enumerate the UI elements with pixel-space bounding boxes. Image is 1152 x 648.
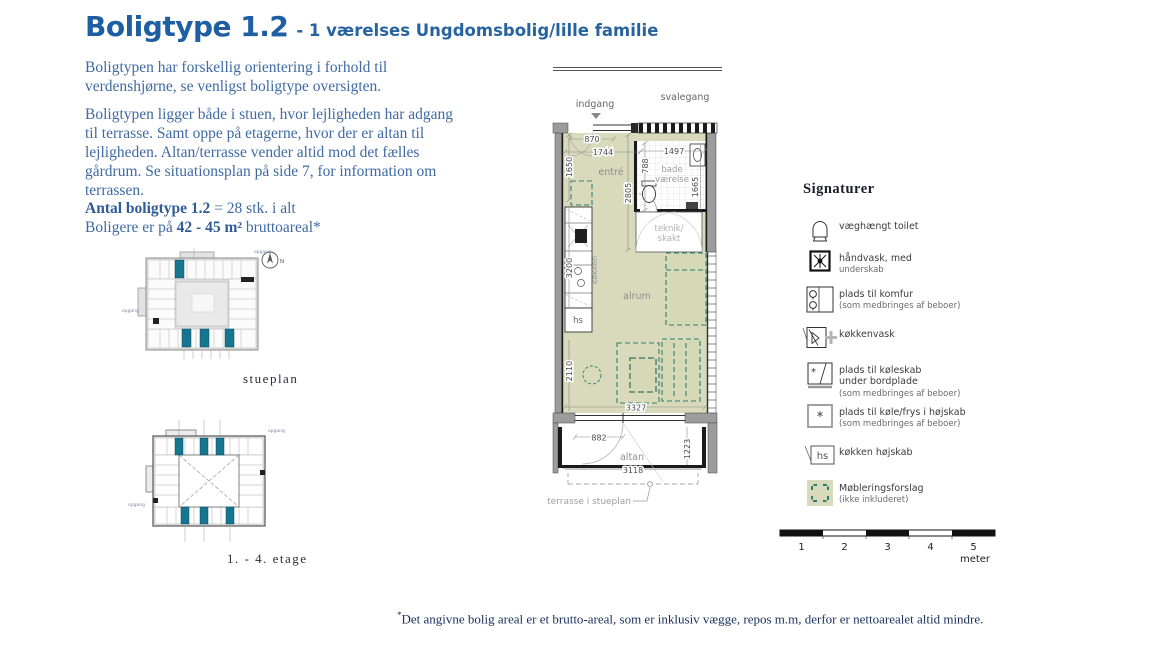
intro-paragraph-3 [85,200,457,238]
svg-text:2110: 2110 [565,360,574,382]
svg-text:1223: 1223 [683,438,692,460]
bad-label-2: værelse [655,175,689,185]
opgang-annotation: opgang [254,250,271,255]
stove-icon [801,286,839,313]
entre-label: entré [598,167,624,178]
svg-text:3118: 3118 [622,466,644,475]
svg-text:3: 3 [884,542,891,553]
tall-cabinet-icon [801,444,839,466]
legend-item: hs køkken højskab [801,444,912,466]
legend-item: køkkenvask [801,326,895,350]
svg-text:2805: 2805 [624,182,633,204]
hand-sink-icon [801,250,839,272]
bath-fixture [686,202,698,209]
intro-paragraph-2: Boligtypen ligger både i stuen, hvor lejligheden har adgang til terrasse. Samt oppe på etagerne, hvor der er altan til lejligheden. Altan/terrasse vender altid mod det fælles gårdrum. Se situationsplan på side 7, for information om terrassen. [85,106,454,199]
terrasse-note: terrasse i stueplan [547,497,631,507]
balcony-door-swing [582,423,623,464]
legend-item: håndvask, med underskab [801,250,912,276]
svg-text:hs: hs [816,451,829,462]
svg-text:5: 5 [970,542,977,553]
entrance-arrow-icon [591,113,601,119]
opgang-annotation: opgang [128,503,145,508]
site-plan-stueplan [120,246,305,368]
burner [575,268,582,275]
svg-text:2: 2 [841,542,848,553]
svg-text:1665: 1665 [691,176,700,198]
svg-text:3327: 3327 [625,403,647,413]
svg-text:788: 788 [641,158,650,174]
alrum-label: alrum [623,291,651,302]
svg-text:1: 1 [798,542,805,553]
footnote-star: * [397,610,402,620]
stueplan-caption: stueplan [243,371,299,386]
scale-unit: meter [959,554,991,565]
opgang-annotation: opgang [122,309,139,314]
intro-paragraph-1: Boligtypen har forskellig orientering i forhold til verdenshjørne, se venligst boligtype oversigten. [85,59,388,95]
legend-title: Signaturer [803,181,875,197]
building-footprint [138,248,258,359]
legend-item: * plads til køle/frys i højskab (som medbringes af beboer) [801,404,966,430]
antal-line: Antal boligtype 1.2 = 28 stk. i alt [85,200,296,217]
legend-item: plads til komfur (som medbringes af beboer) [801,286,960,313]
burner [578,280,585,287]
hs-label: hs [573,316,583,326]
site-plan-etage [126,414,311,554]
toilet-icon [642,181,656,203]
legend-item: væghængt toilet [801,218,919,245]
svg-text:4: 4 [927,542,934,553]
floor-plan [535,55,765,535]
scale-labels [798,542,991,565]
page-title: Boligtype 1.2 [85,10,289,43]
legend-item: * plads til køleskab under bordplade (som medbringes af beboer) [801,362,960,399]
opgang-annotation: opgang [268,429,285,434]
svg-text:N: N [280,259,285,265]
wall-toilet-icon [801,218,839,245]
sink-icon [690,144,705,166]
altan-label: altan [619,452,645,463]
svalegang-label: svalegang [660,92,710,103]
svg-text:1497: 1497 [663,147,685,156]
areal-line: Boligere er på 42 - 45 m² bruttoareal* [85,218,321,236]
svg-text:*: * [811,367,816,378]
koekken-label: køkken [590,255,599,285]
teknik-label-2: skakt [657,234,681,244]
kitchen-sink-icon [801,326,839,350]
building-footprint [146,420,265,542]
legend-item: Møbleringsforslag (ikke inkluderet) [801,480,924,506]
footnote: *Det angivne bolig areal er et brutto-areal, som er inklusiv vægge, repos m.m, derfor er nettoarealet altid mindre. [397,610,984,627]
page-header [85,10,658,43]
fridge-under-counter-icon [801,362,839,389]
etage-caption: 1. - 4. etage [227,551,308,566]
svg-text:*: * [816,410,824,425]
scale-bar [778,527,1008,569]
teknik-label-1: teknik/ [654,224,684,234]
svg-text:1744: 1744 [592,148,614,157]
bad-label-1: bade [661,165,683,175]
svg-text:3200: 3200 [565,257,574,279]
svg-text:1650: 1650 [565,156,574,178]
top-border-lines [553,68,722,71]
fridge-freezer-icon [801,404,839,428]
svg-text:882: 882 [591,433,607,443]
svalegang-railing [638,123,717,133]
kitchen-sink-unit [575,229,587,243]
window-band [707,252,716,413]
legend [801,212,1041,542]
indgang-label: indgang [575,99,615,110]
svg-text:870: 870 [584,135,600,144]
furnishing-suggestion-icon [801,480,839,506]
page-subtitle: - 1 værelses Ungdomsbolig/lille familie [296,21,659,40]
